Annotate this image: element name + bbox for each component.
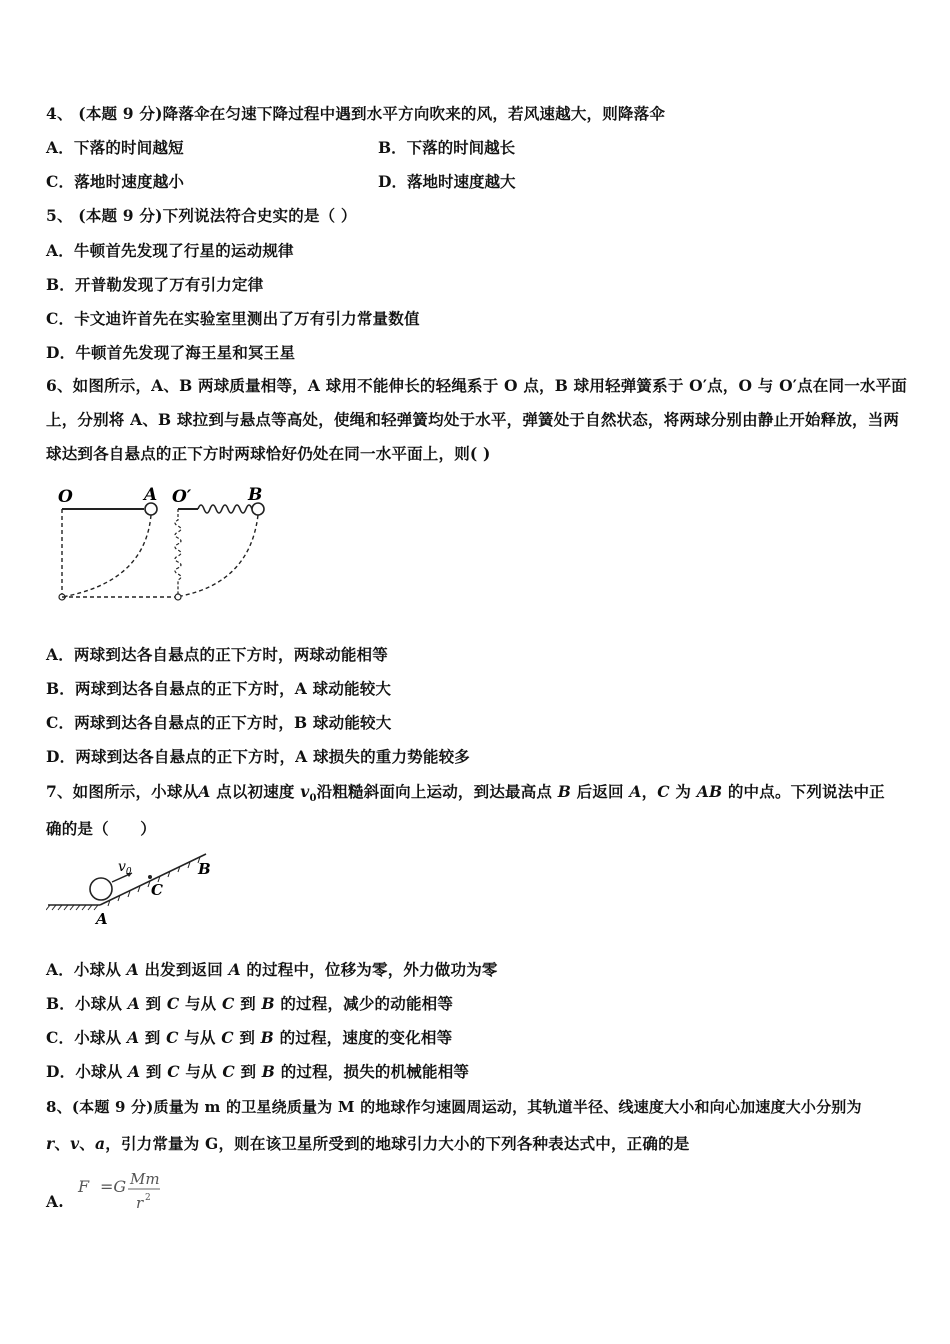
point-c [148,875,152,879]
q6-pendulum-figure [50,482,280,608]
q4-stem: 4、 (本题 9 分)降落伞在匀速下降过程中遇到水平方向吹来的风，若风速越大，则降落伞 [46,104,666,123]
q8-stem-line2: r、v、a，引力常量为 G，则在该卫星所受到的地球引力大小的下列各种表达式中，正确的是 [46,1134,690,1153]
label-a: A [96,910,108,928]
q5-option-b: B．开普勒发现了万有引力定律 [46,275,264,294]
q4-option-c: C．落地时速度越小 [46,172,185,191]
label-v0: $v_0$ [118,859,132,877]
q6-stem: 6、如图所示，A、B 两球质量相等，A 球用不能伸长的轻绳系于 O 点，B 球用轻弹簧系于 O′点，O 与 O′点在同一水平面上，分别将 A、B 球拉到与悬点等高处，使绳和轻弹簧均处于水平，弹簧处于自然状态，将两球分别由静止开始释放，当两球达到各自悬点的正下方时两球恰好仍处在同一水平面上，则( ) [46,376,907,463]
path-a-dashed [62,515,151,597]
q8-option-a-formula [74,1166,174,1216]
q5-stem: 5、 (本题 9 分)下列说法符合史实的是（ ） [46,206,357,225]
q7-option-a: A．小球从 A 出发到返回 A 的过程中，位移为零，外力做功为零 [46,960,498,979]
q7-option-d: D．小球从 A 到 C 与从 C 到 B 的过程，损失的机械能相等 [46,1062,470,1081]
q7-option-b: B．小球从 A 到 C 与从 C 到 B 的过程，减少的动能相等 [46,994,454,1013]
formula-lhs: F [78,1177,90,1196]
q7-stem-line1: 7、如图所示，小球从A 点以初速度 $v_0$沿粗糙斜面向上运动，到达最高点 B 后返回 A，C 为 AB 的中点。下列说法中正 [46,782,885,805]
label-b: B [248,485,263,505]
formula-exponent: 2 [145,1193,151,1203]
q8-stem-line1: 8、(本题 9 分)质量为 m 的卫星绕质量为 M 的地球作匀速圆周运动，其轨道半径、线速度大小和向心加速度大小分别为 [46,1098,862,1116]
q7-stem-line2: 确的是（ ） [46,819,156,838]
ball [90,878,112,900]
formula-eq: =G [100,1177,127,1196]
q7-option-c: C．小球从 A 到 C 与从 C 到 B 的过程，速度的变化相等 [46,1028,453,1047]
q5-option-c: C．卡文迪许首先在实验室里测出了万有引力常量数值 [46,309,420,328]
ball-b-bottom [175,594,181,600]
q5-option-a: A．牛顿首先发现了行星的运动规律 [46,241,294,260]
label-o: O [58,487,73,507]
q6-option-b: B．两球到达各自悬点的正下方时，A 球动能较大 [46,679,392,698]
q5-option-d: D．牛顿首先发现了海王星和冥王星 [46,343,296,362]
q7-incline-figure [46,848,216,928]
label-a: A [144,485,158,505]
spring-horizontal [198,505,258,513]
path-b-dashed [181,515,258,596]
formula-denominator: r [136,1194,144,1212]
q6-option-a: A．两球到达各自悬点的正下方时，两球动能相等 [46,645,388,664]
label-c: C [151,881,163,899]
q6-option-c: C．两球到达各自悬点的正下方时，B 球动能较大 [46,713,392,732]
label-b: B [198,860,211,878]
q6-option-d: D．两球到达各自悬点的正下方时，A 球损失的重力势能较多 [46,747,470,766]
q8-option-a-label: A. [46,1192,64,1211]
q4-option-d: D．落地时速度越大 [378,172,516,191]
q4-option-a: A．下落的时间越短 [46,138,184,157]
label-o-prime: O′ [172,487,192,507]
q4-option-b: B．下落的时间越长 [378,138,516,157]
formula-numerator: Mm [130,1170,160,1188]
spring-vertical-dashed [175,509,181,594]
